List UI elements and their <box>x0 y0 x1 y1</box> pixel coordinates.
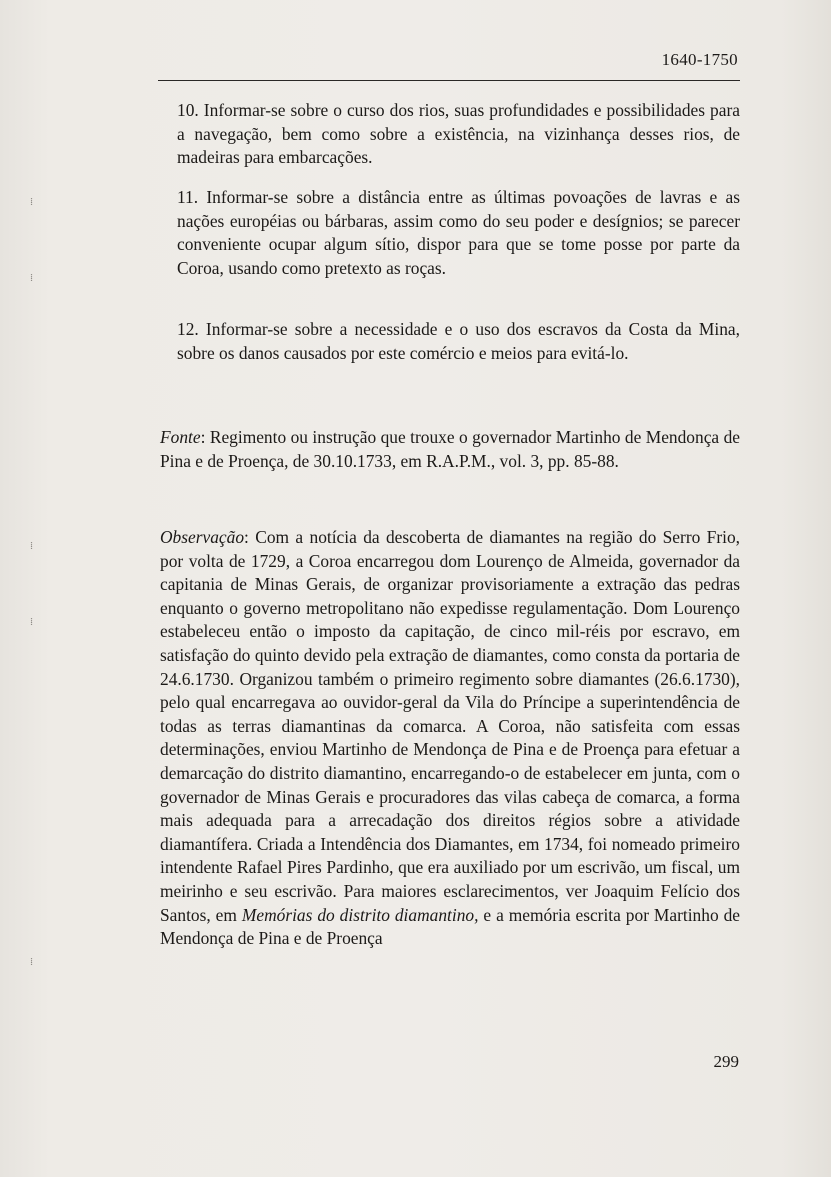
observation-text: Com a notícia da descoberta de diamantes na região do Serro Frio, por volta de 1729, a Coroa encarregou dom Lourenço de Almeida, governador da capitania de Minas Gerais, de organizar provisoriamente a extração das pedras enquanto o governo metropolitano não expedisse regulamentação. Dom Lourenço estabeleceu então o imposto da capitação, de cinco mil-réis por escravo, em satisfação do quinto devido pela extração de diamantes, como consta da portaria de 24.6.1730. Organizou também o primeiro regimento sobre diamantes (26.6.1730), pelo qual encarregava ao ouvidor-geral da Vila do Príncipe a superintendência de todas as terras diamantinas da comarca. A Coroa, não satisfeita com essas determinações, enviou Martinho de Mendonça de Pina e de Proença para efetuar a demarcação do distrito diamantino, encarregando-o de estabelecer em junta, com o governador de Minas Gerais e procuradores das vilas cabeça de comarca, a forma mais adequada para a arrecadação dos direitos régios sobre a atividade diamantífera. Criada a Intendência dos Diamantes, em 1734, foi nomeado primeiro intendente Rafael Pires Pardinho, que era auxiliado por um escrivão, um fiscal, um meirinho e seu escrivão. Para maiores esclarecimentos, ver Joaquim Felício dos Santos, em <box>160 527 740 925</box>
binding-mark: ⁞ <box>30 956 34 968</box>
list-item-10 <box>177 99 740 170</box>
book-title: Memórias do distrito diamantino, <box>241 904 479 925</box>
source-note: Fonte: Regimento ou instrução que trouxe o governador Martinho de Mendonça de Pina e de Proença, de 30.10.1733, em R.A.P.M., vol. 3, pp. 85-88. <box>160 427 740 471</box>
list-item-12 <box>177 318 740 365</box>
observation-label: Observação <box>160 527 245 547</box>
source-label: Fonte <box>160 427 201 447</box>
observation-text-end: e a memória escrita por Martinho de Mendonça de Pina e de Proença <box>160 904 740 949</box>
item-text: Informar-se sobre a necessidade e o uso dos escravos da Costa da Mina, sobre os danos causados por este comércio e meios para evitá-lo. <box>177 319 740 363</box>
binding-mark: ⁞ <box>30 272 34 284</box>
item-text: Informar-se sobre o curso dos rios, suas profundidades e possibilidades para a navegação, bem como sobre a existência, na vizinhança desses rios, de madeiras para embarcações. <box>177 100 740 168</box>
binding-mark: ⁞ <box>30 616 34 628</box>
source-text: Regimento ou instrução que trouxe o governador Martinho de Mendonça de Pina e de Proença, de 30.10.1733, em R.A.P.M., vol. 3, pp. 85-88. <box>160 427 740 471</box>
binding-mark: ⁞ <box>30 540 34 552</box>
item-number: 11. <box>177 187 199 207</box>
observation-paragraph: Observação: Com a notícia da descoberta de diamantes na região do Serro Frio, por volta de 1729, a Coroa encarregou dom Lourenço de Almeida, governador da capitania de Minas Gerais, de organizar provisoriamente a extração das pedras enquanto o governo metropolitano não expedisse regulamentação. Dom Lourenço estabeleceu então o imposto da capitação, de cinco mil-réis por escravo, em satisfação do quinto devido pela extração de diamantes, como consta da portaria de 24.6.1730. Organizou também o primeiro regimento sobre diamantes (26.6.1730), pelo qual encarregava ao ouvidor-geral da Vila do Príncipe a superintendência de todas as terras diamantinas da comarca. A Coroa, não satisfeita com essas determinações, enviou Martinho de Mendonça de Pina e de Proença para efetuar a demarcação do distrito diamantino, encarregando-o de estabelecer em junta, com o governador de Minas Gerais e procuradores das vilas cabeça de comarca, a forma mais adequada para a arrecadação dos direitos régios sobre a atividade diamantífera. Criada a Intendência dos Diamantes, em 1734, foi nomeado primeiro intendente Rafael Pires Pardinho, que era auxiliado por um escrivão, um fiscal, um meirinho e seu escrivão. Para maiores esclarecimentos, ver Joaquim Felício dos Santos, em Memórias do distrito diamantino, e a memória escrita por Martinho de Mendonça de Pina e de Proença <box>160 527 740 949</box>
item-text: Informar-se sobre a distância entre as últimas povoações de lavras e as nações européias ou bárbaras, assim como do seu poder e desígnios; se parecer conveniente ocupar algum sítio, dispor para que se tome posse por parte da Coroa, usando como pretexto as roças. <box>177 187 740 278</box>
list-item-11 <box>177 186 740 280</box>
header-date-range: 1640-1750 <box>661 50 738 69</box>
running-header <box>158 50 740 81</box>
item-number: 12. <box>177 319 199 339</box>
page-number: 299 <box>713 1052 739 1071</box>
item-number: 10. <box>177 100 199 120</box>
binding-mark: ⁞ <box>30 196 34 208</box>
